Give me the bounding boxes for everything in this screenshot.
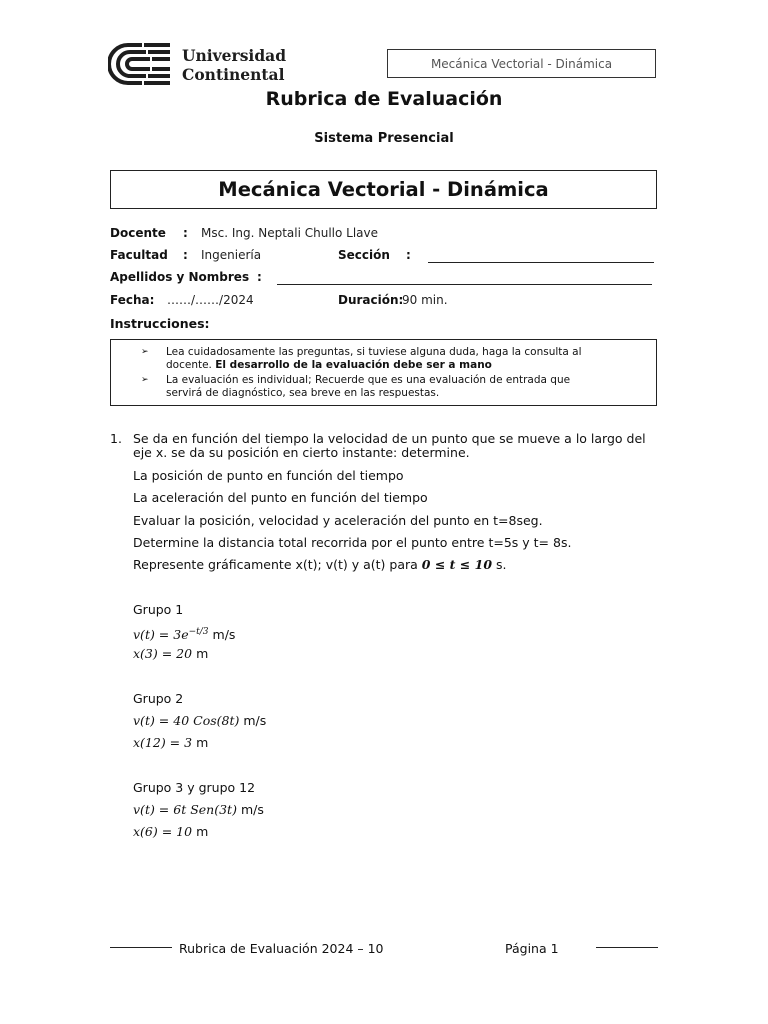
facultad-label: Facultad bbox=[110, 248, 168, 262]
seccion-field bbox=[428, 262, 654, 263]
instrucciones-label: Instrucciones: bbox=[110, 316, 210, 331]
apellidos-field bbox=[277, 284, 652, 285]
question-item-graph: Represente gráficamente x(t); v(t) y a(t) para 0 ≤ t ≤ 10 s. bbox=[133, 557, 507, 572]
fecha-label: Fecha: bbox=[110, 293, 155, 307]
group-title: Grupo 3 y grupo 12 bbox=[133, 780, 256, 795]
question-item: La posición de punto en función del tiempo bbox=[133, 468, 404, 483]
page-subtitle: Sistema Presencial bbox=[314, 131, 454, 146]
group-velocity: $v(t) = 3e^{-t/3}$ m/s bbox=[133, 627, 236, 643]
group-position: x(3) = 20 m bbox=[133, 646, 209, 661]
duracion-value: 90 min. bbox=[402, 293, 448, 307]
course-title-box: Mecánica Vectorial - Dinámica bbox=[110, 170, 657, 209]
group-position: x(12) = 3 m bbox=[133, 735, 209, 750]
group-title: Grupo 2 bbox=[133, 691, 184, 706]
group-velocity: v(t) = 6t Sen(3t) m/s bbox=[133, 802, 264, 817]
fecha-value: ……/……/2024 bbox=[167, 293, 254, 307]
university-logo-icon bbox=[108, 42, 178, 86]
docente-label: Docente bbox=[110, 226, 166, 240]
apellidos-label: Apellidos y Nombres bbox=[110, 270, 250, 284]
instruction-item: La evaluación es individual; Recuerde que es una evaluación de entrada que servirá de diagnóstico, sea breve en las respuestas. bbox=[166, 374, 571, 399]
group-position: x(6) = 10 m bbox=[133, 824, 209, 839]
arrow-bullet-icon: ➢ bbox=[141, 375, 149, 385]
group-title: Grupo 1 bbox=[133, 602, 184, 617]
facultad-value: Ingeniería bbox=[201, 248, 262, 262]
question-item: Evaluar la posición, velocidad y aceleración del punto en t=8seg. bbox=[133, 513, 543, 528]
question-number: 1. bbox=[110, 431, 122, 446]
arrow-bullet-icon: ➢ bbox=[141, 347, 149, 357]
facultad-sep: : bbox=[183, 248, 188, 262]
question-item: Determine la distancia total recorrida por el punto entre t=5s y t= 8s. bbox=[133, 535, 572, 550]
question-item: La aceleración del punto en función del tiempo bbox=[133, 490, 428, 505]
docente-sep: : bbox=[183, 226, 188, 240]
duracion-label: Duración: bbox=[338, 293, 404, 307]
instructions-box bbox=[110, 339, 657, 406]
footer-rule-left bbox=[110, 947, 172, 948]
university-name: Universidad Continental bbox=[182, 46, 287, 84]
seccion-label: Sección bbox=[338, 248, 390, 262]
seccion-sep: : bbox=[406, 248, 411, 262]
docente-value: Msc. Ing. Neptali Chullo Llave bbox=[201, 226, 379, 240]
page-title: Rubrica de Evaluación bbox=[265, 88, 503, 110]
apellidos-sep: : bbox=[257, 270, 262, 284]
instruction-item: Lea cuidadosamente las preguntas, si tuviese alguna duda, haga la consulta al docente. El desarrollo de la evaluación debe ser a mano bbox=[166, 346, 582, 371]
footer-page-number: Página 1 bbox=[505, 941, 559, 956]
question-text: Se da en función del tiempo la velocidad de un punto que se mueve a lo largo del eje x. se da su posición en cierto instante: determine. bbox=[133, 431, 646, 460]
group-velocity: v(t) = 40 Cos(8t) m/s bbox=[133, 713, 267, 728]
footer-text: Rubrica de Evaluación 2024 – 10 bbox=[179, 941, 384, 956]
header-course-box: Mecánica Vectorial - Dinámica bbox=[387, 49, 656, 78]
footer-rule-right bbox=[596, 947, 658, 948]
